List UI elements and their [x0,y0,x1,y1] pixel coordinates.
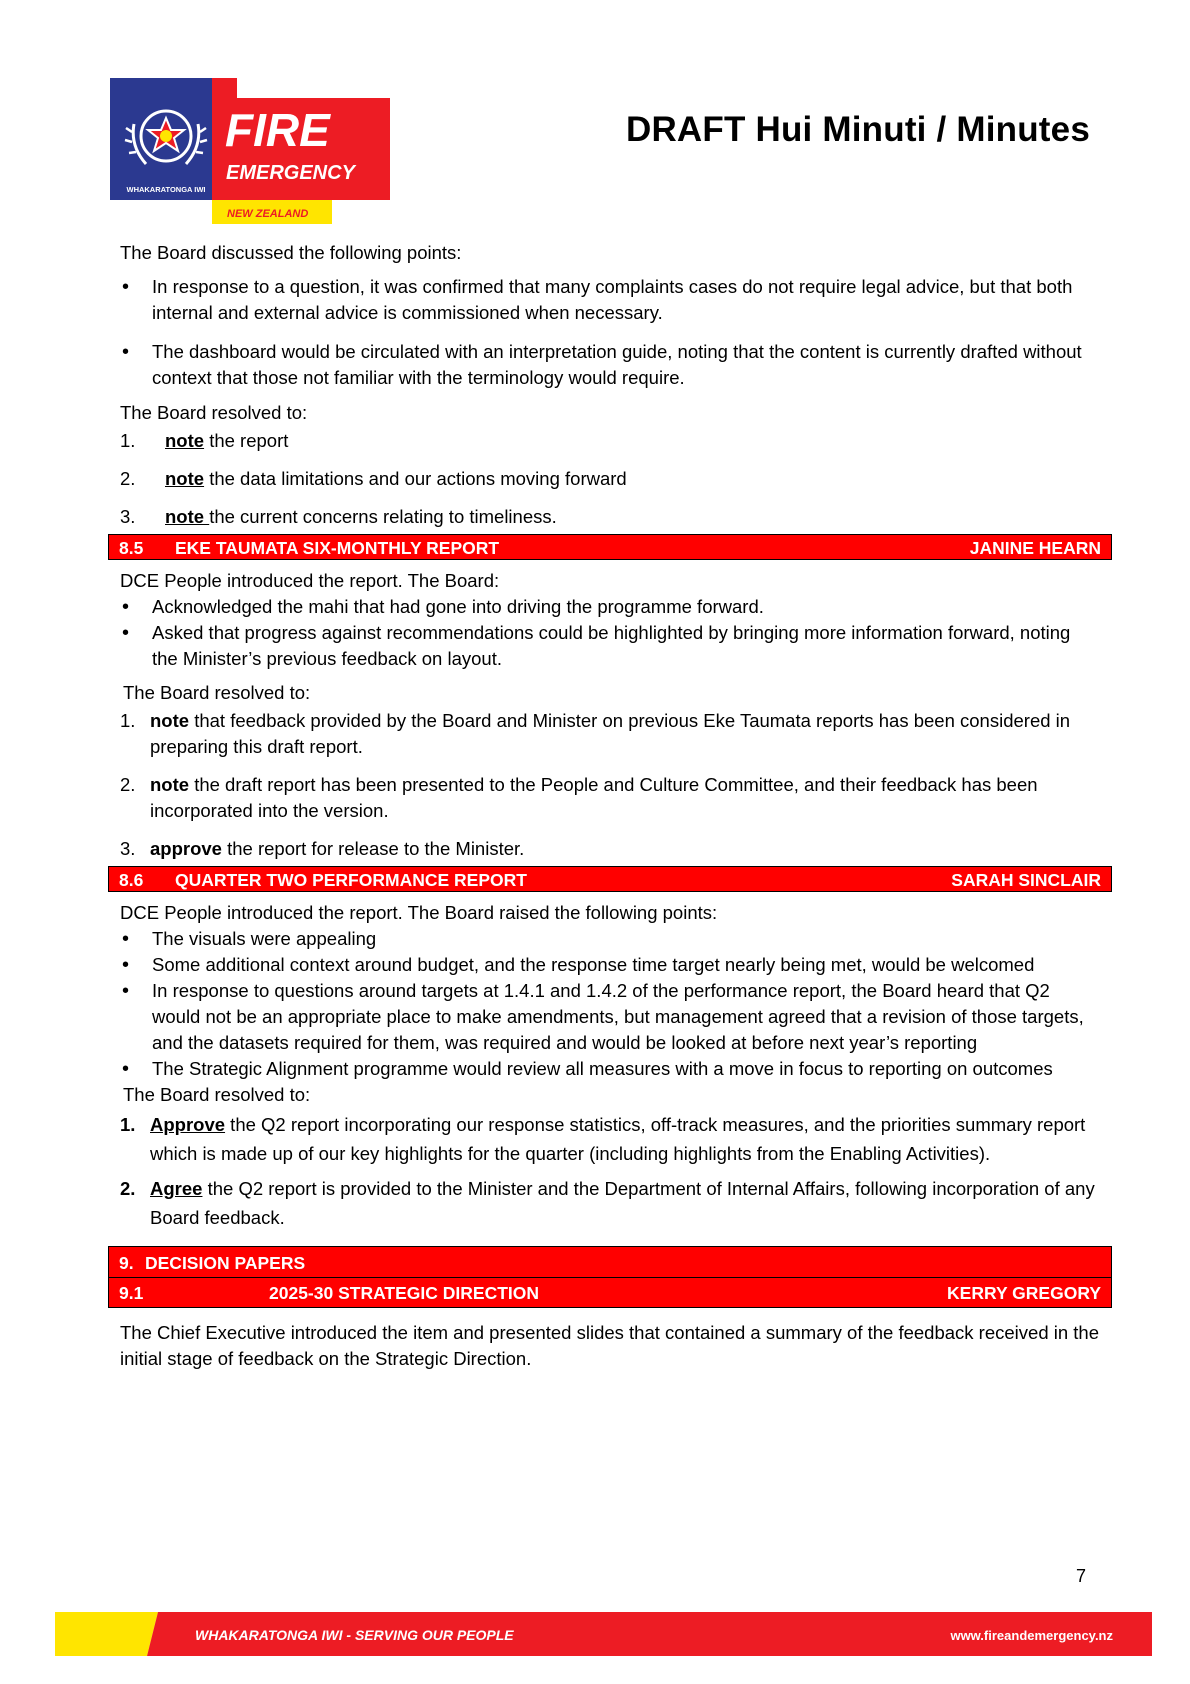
section-bullets [120,926,1100,1082]
svg-text:FIRE: FIRE [225,104,330,156]
svg-text:NEW ZEALAND: NEW ZEALAND [227,208,309,220]
list-item: 3. note the current concerns relating to timeliness. [120,506,557,527]
section-header-9-1: 9.1 2025-30 STRATEGIC DIRECTION KERRY GREGORY [108,1278,1112,1308]
list-item: • In response to a question, it was confirmed that many complaints cases do not require legal advice, but that both internal and external advice is commissioned when necessary. [120,274,1100,326]
list-item: • Acknowledged the mahi that had gone into driving the programme forward. [120,594,1100,620]
list-item: 3. approve the report for release to the Minister. [120,838,525,859]
list-item: • The visuals were appealing [120,926,1100,952]
list-item: 1. note that feedback provided by the Board and Minister on previous Eke Taumata reports has been considered in preparing this draft report. [120,710,1071,757]
svg-text:WHAKARATONGA IWI - SERVING O: WHAKARATONGA IWI - SERVING OUR PEOPLE [195,1627,514,1643]
section-text: The Chief Executive introduced the item and presented slides that contained a summary of the feedback received in the initial stage of feedback on the Strategic Direction. [120,1322,1100,1369]
fire-emergency-logo [110,78,390,224]
section-intro: DCE People introduced the report. The Board raised the following points: [120,902,718,923]
section-header-8-6: 8.6 QUARTER TWO PERFORMANCE REPORT SARAH SINCLAIR [108,866,1112,892]
resolved-intro: The Board resolved to: [123,1084,311,1105]
list-item: • In response to questions around targets at 1.4.1 and 1.4.2 of the performance report, the Board heard that Q2 would not be an appropriate place to make amendments, but management agreed that a revision of those targets, and the datasets required for them, was required and would be looked at before next year’s reporting [120,978,1100,1056]
svg-text:WHAKARATONGA IWI: WHAKARATONGA IWI [126,185,206,194]
list-item: • The Strategic Alignment programme would review all measures with a move in focus to reporting on outcomes [120,1056,1100,1082]
list-item: 1. note the report [120,430,289,451]
svg-text:www.fireandemergency.nz: www.fireandemergency.nz [950,1628,1113,1643]
page-title: DRAFT Hui Minuti / Minutes [625,110,1090,149]
list-item: • Asked that progress against recommendations could be highlighted by bringing more information forward, noting the Minister’s previous feedback on layout. [120,620,1100,672]
discussion-list [120,274,1100,391]
list-item: 2. Agree the Q2 report is provided to the Minister and the Department of Internal Affairs, following incorporation of any Board feedback. [120,1178,1095,1228]
resolved-intro: The Board resolved to: [123,682,311,703]
section-header-8-5: 8.5 EKE TAUMATA SIX-MONTHLY REPORT JANINE HEARN [108,534,1112,560]
list-item: • The dashboard would be circulated with an interpretation guide, noting that the content is currently drafted without context that those not familiar with the terminology would require. [120,339,1100,391]
section-header-9: 9. DECISION PAPERS [108,1246,1112,1278]
svg-text:EMERGENCY: EMERGENCY [226,162,355,184]
section-bullets [120,594,1100,672]
resolution-list [120,428,1100,530]
list-item: 2. note the draft report has been presented to the People and Culture Committee, and their feedback has been incorporated into the version. [120,774,1038,821]
section-intro: DCE People introduced the report. The Board: [120,570,500,591]
footer-banner [55,1612,1152,1656]
list-item: 2. note the data limitations and our actions moving forward [120,468,627,489]
resolution-list [120,708,1100,862]
minutes-body [120,240,1100,1372]
resolved-intro: The Board resolved to: [120,402,308,423]
discussed-intro: The Board discussed the following points: [120,242,462,263]
list-item: 1. Approve the Q2 report incorporating our response statistics, off-track measures, and the priorities summary report which is made up of our key highlights for the quarter (including highlights from the Enabling Activities). [120,1114,1086,1164]
page-number: 7 [1076,1566,1087,1586]
list-item: • Some additional context around budget, and the response time target nearly being met, would be welcomed [120,952,1100,978]
resolution-list [120,1110,1100,1232]
